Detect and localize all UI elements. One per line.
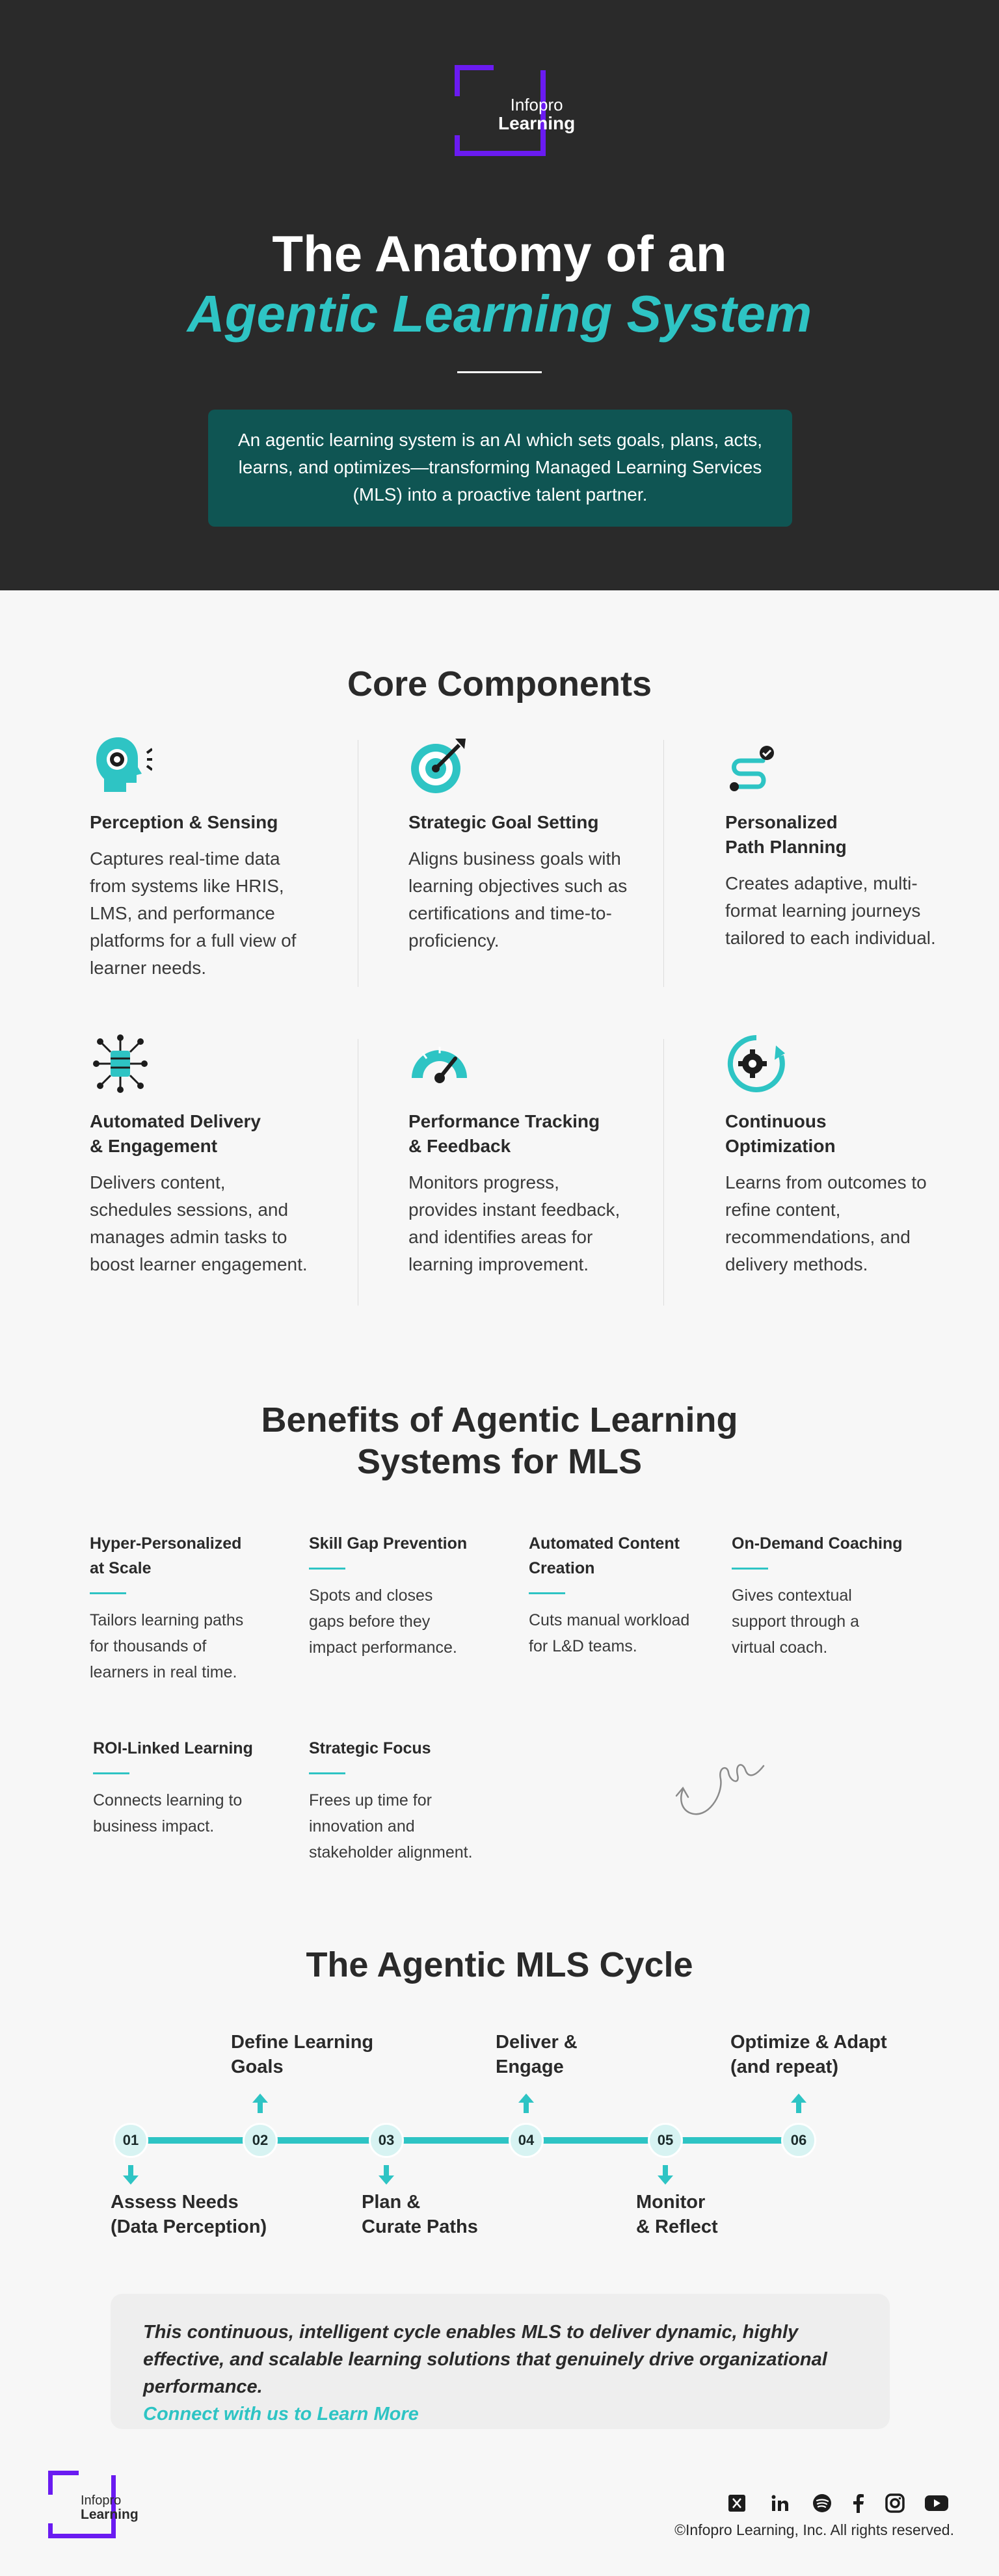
benefits-title: Benefits of Agentic Learning Systems for MLS (261, 1400, 738, 1481)
target-goal-icon (408, 733, 471, 796)
arrow-down-icon (658, 2165, 673, 2186)
arrow-up-icon (252, 2092, 268, 2113)
gear-cycle-icon (725, 1032, 788, 1095)
component-desc: Captures real-time data from systems like HRIS, LMS, and performance platforms for a full view of learner needs. (90, 848, 297, 978)
component-title: Strategic Goal Setting (408, 812, 599, 832)
instagram-icon[interactable] (883, 2491, 907, 2515)
arrow-down-icon (123, 2165, 139, 2186)
benefit-title: ROI-Linked Learning (93, 1739, 253, 1757)
benefit-item (90, 1531, 285, 1685)
cycle-title: The Agentic MLS Cycle (306, 1945, 693, 1984)
youtube-icon[interactable] (924, 2491, 950, 2515)
accent-bar (309, 1568, 345, 1570)
component-desc: Aligns business goals with learning objectives such as certifications and time-to-proficiency. (408, 848, 628, 951)
cycle-node: 03 (369, 2123, 404, 2158)
learn-more-link[interactable]: Connect with us to Learn More (143, 2404, 419, 2425)
linkedin-icon[interactable] (769, 2491, 792, 2515)
component-title: Personalized Path Planning (725, 812, 847, 857)
path-planning-icon (725, 733, 788, 796)
hero-divider (457, 371, 542, 373)
benefit-item (309, 1736, 504, 1865)
cycle-node: 06 (781, 2123, 816, 2158)
benefit-desc: Gives contextual support through a virtual coach. (732, 1586, 859, 1657)
cta-text: This continuous, intelligent cycle enables MLS to deliver dynamic, highly effective, and scalable learning solutions that genuinely drive organizational performance. (143, 2322, 827, 2397)
head-perception-icon (90, 733, 152, 796)
cycle-step-label: Plan & Curate Paths (362, 2192, 478, 2237)
benefit-title: Automated Content Creation (529, 1534, 680, 1577)
cycle-step-label: Deliver & Engage (496, 2032, 578, 2077)
cycle-step-label: Define Learning Goals (231, 2032, 374, 2077)
benefit-desc: Tailors learning paths for thousands of learners in real time. (90, 1611, 244, 1681)
footer-logo-line1: Infopro (81, 2493, 122, 2508)
benefit-item (93, 1736, 288, 1839)
accent-bar (309, 1772, 345, 1774)
footer-logo-line2: Learning (81, 2507, 139, 2522)
component-title: Perception & Sensing (90, 812, 278, 832)
logo-line1: Infopro (510, 95, 563, 114)
benefit-item (732, 1531, 940, 1661)
logo-line2: Learning (498, 113, 576, 134)
accent-bar (732, 1568, 768, 1570)
component-title: Continuous Optimization (725, 1111, 836, 1156)
benefit-title: Hyper-Personalized at Scale (90, 1534, 242, 1577)
benefit-desc: Frees up time for innovation and stakeholder alignment. (309, 1791, 473, 1861)
x-icon[interactable] (725, 2491, 749, 2515)
cycle-step-label: Assess Needs (Data Perception) (111, 2192, 267, 2237)
component-desc: Monitors progress, provides instant feedback, and identifies areas for learning improvement. (408, 1172, 620, 1274)
cycle-node: 04 (509, 2123, 544, 2158)
cycle-node: 05 (648, 2123, 683, 2158)
component-desc: Delivers content, schedules sessions, and manages admin tasks to boost learner engagement. (90, 1172, 308, 1274)
divider (663, 740, 664, 987)
cta-box (111, 2294, 890, 2429)
cycle-node: 01 (113, 2123, 148, 2158)
hero-title-line2: Agentic Learning System (187, 285, 812, 343)
arrow-up-icon (791, 2092, 806, 2113)
spotify-icon[interactable] (810, 2491, 834, 2515)
component-title: Automated Delivery & Engagement (90, 1111, 261, 1156)
network-delivery-icon (90, 1032, 152, 1095)
hero-intro: An agentic learning system is an AI which sets goals, plans, acts, learns, and optimizes—transforming Managed Learning Services (MLS) into a proactive talent partner. (208, 410, 792, 527)
component-title: Performance Tracking & Feedback (408, 1111, 600, 1156)
benefit-desc: Cuts manual workload for L&D teams. (529, 1611, 690, 1655)
divider (663, 1039, 664, 1306)
accent-bar (90, 1592, 126, 1594)
core-components-title: Core Components (347, 664, 652, 703)
arrow-down-icon (379, 2165, 394, 2186)
benefit-item (309, 1531, 504, 1661)
hero-title-line1: The Anatomy of an (272, 225, 727, 282)
cycle-step-label: Monitor & Reflect (636, 2192, 718, 2237)
benefit-desc: Connects learning to business impact. (93, 1791, 243, 1835)
benefit-title: Skill Gap Prevention (309, 1534, 468, 1553)
benefit-desc: Spots and closes gaps before they impact performance. (309, 1586, 457, 1657)
accent-bar (93, 1772, 129, 1774)
cycle-timeline (130, 2137, 800, 2144)
cycle-step-label: Optimize & Adapt (and repeat) (730, 2032, 887, 2077)
hero-banner (0, 0, 999, 590)
benefit-title: On-Demand Coaching (732, 1534, 903, 1553)
facebook-icon[interactable] (847, 2491, 870, 2515)
component-desc: Creates adaptive, multi-format learning journeys tailored to each individual. (725, 873, 936, 948)
accent-bar (529, 1592, 565, 1594)
arrow-up-icon (518, 2092, 534, 2113)
copyright-text: ©Infopro Learning, Inc. All rights reserved. (674, 2521, 954, 2538)
squiggle-arrow-doodle (670, 1755, 767, 1827)
benefit-title: Strategic Focus (309, 1739, 431, 1757)
cycle-node: 02 (243, 2123, 278, 2158)
gauge-performance-icon (408, 1032, 471, 1095)
benefit-item (529, 1531, 724, 1659)
component-desc: Learns from outcomes to refine content, recommendations, and delivery methods. (725, 1172, 927, 1274)
